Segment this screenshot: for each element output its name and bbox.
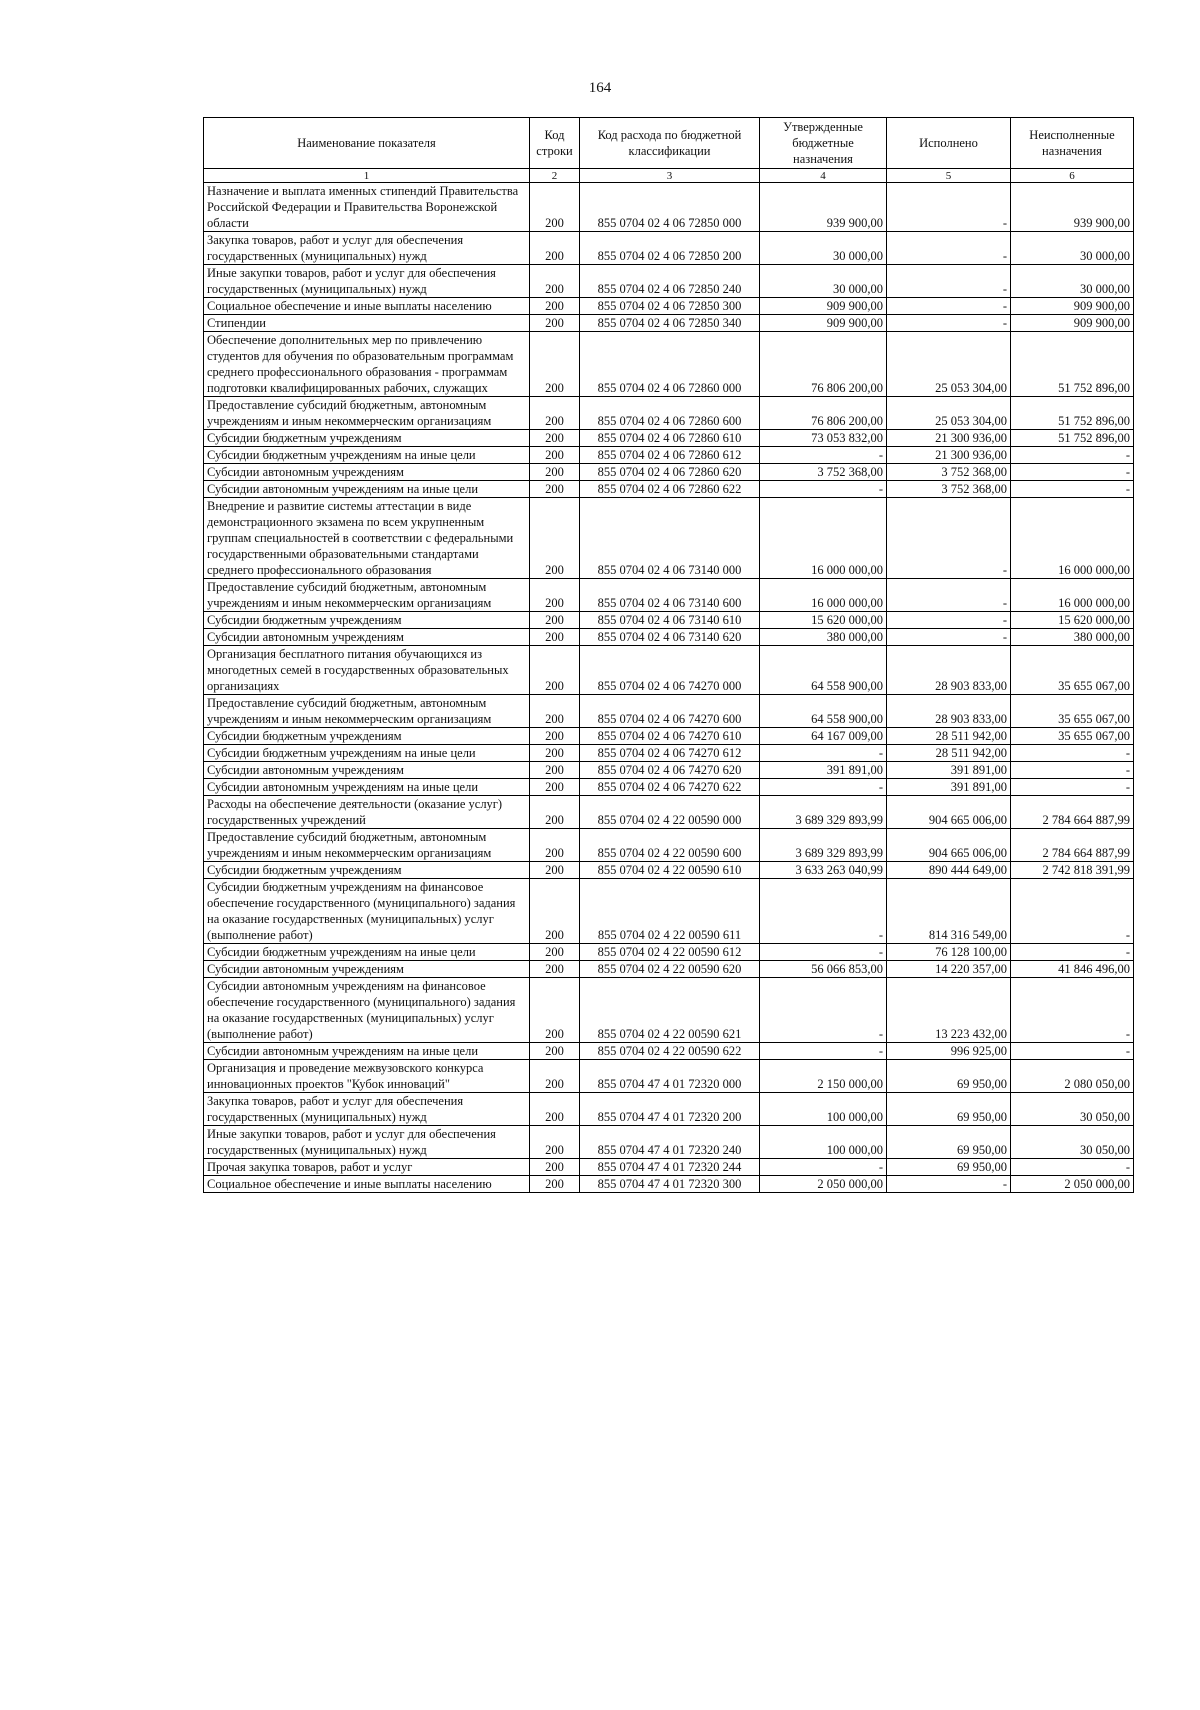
line-code-cell: 200: [530, 944, 580, 961]
unexecuted-cell: 15 620 000,00: [1011, 612, 1134, 629]
indicator-name-cell: Субсидии бюджетным учреждениям на иные цели: [204, 944, 530, 961]
budget-code-cell: 855 0704 47 4 01 72320 000: [580, 1060, 760, 1093]
unexecuted-cell: 35 655 067,00: [1011, 695, 1134, 728]
approved-cell: 2 050 000,00: [760, 1176, 887, 1193]
approved-cell: 909 900,00: [760, 298, 887, 315]
unexecuted-cell: -: [1011, 481, 1134, 498]
table-row: [204, 579, 1134, 612]
approved-cell: 16 000 000,00: [760, 498, 887, 579]
indicator-name-cell: Закупка товаров, работ и услуг для обеспечения государственных (муниципальных) нужд: [204, 1093, 530, 1126]
unexecuted-cell: 939 900,00: [1011, 183, 1134, 232]
line-code-cell: 200: [530, 1176, 580, 1193]
unexecuted-cell: 2 784 664 887,99: [1011, 796, 1134, 829]
table-row: [204, 1126, 1134, 1159]
table-row: [204, 646, 1134, 695]
executed-cell: 904 665 006,00: [887, 796, 1011, 829]
unexecuted-cell: 380 000,00: [1011, 629, 1134, 646]
line-code-cell: 200: [530, 232, 580, 265]
budget-code-cell: 855 0704 02 4 06 74270 612: [580, 745, 760, 762]
executed-cell: -: [887, 579, 1011, 612]
indicator-name-cell: Предоставление субсидий бюджетным, автономным учреждениям и иным некоммерческим организациям: [204, 579, 530, 612]
table-row: [204, 728, 1134, 745]
indicator-name-cell: Иные закупки товаров, работ и услуг для обеспечения государственных (муниципальных) нужд: [204, 1126, 530, 1159]
budget-code-cell: 855 0704 02 4 06 72860 612: [580, 447, 760, 464]
unexecuted-cell: 909 900,00: [1011, 315, 1134, 332]
table-row: [204, 629, 1134, 646]
column-numbers-row: [204, 169, 1134, 183]
line-code-cell: 200: [530, 728, 580, 745]
unexecuted-cell: -: [1011, 944, 1134, 961]
executed-cell: 814 316 549,00: [887, 879, 1011, 944]
executed-cell: -: [887, 612, 1011, 629]
approved-cell: 380 000,00: [760, 629, 887, 646]
budget-code-cell: 855 0704 02 4 06 73140 620: [580, 629, 760, 646]
executed-cell: 28 511 942,00: [887, 745, 1011, 762]
approved-cell: 76 806 200,00: [760, 332, 887, 397]
indicator-name-cell: Стипендии: [204, 315, 530, 332]
column-number: 3: [580, 169, 760, 183]
budget-code-cell: 855 0704 02 4 06 73140 000: [580, 498, 760, 579]
table-row: [204, 1060, 1134, 1093]
indicator-name-cell: Субсидии автономным учреждениям на финансовое обеспечение государственного (муниципального) задания на оказание государственных (муниципальных) услуг (выполнение работ): [204, 978, 530, 1043]
line-code-cell: 200: [530, 430, 580, 447]
approved-cell: 73 053 832,00: [760, 430, 887, 447]
budget-code-cell: 855 0704 02 4 22 00590 611: [580, 879, 760, 944]
approved-cell: -: [760, 944, 887, 961]
budget-code-cell: 855 0704 02 4 06 72860 000: [580, 332, 760, 397]
line-code-cell: 200: [530, 447, 580, 464]
unexecuted-cell: 30 050,00: [1011, 1093, 1134, 1126]
table-row: [204, 430, 1134, 447]
table-row: [204, 447, 1134, 464]
indicator-name-cell: Субсидии автономным учреждениям на иные цели: [204, 1043, 530, 1060]
line-code-cell: 200: [530, 1093, 580, 1126]
line-code-cell: 200: [530, 978, 580, 1043]
indicator-name-cell: Обеспечение дополнительных мер по привлечению студентов для обучения по образовательным программам среднего профессионального образования - программам подготовки квалифицированных рабочих, служащих: [204, 332, 530, 397]
executed-cell: 76 128 100,00: [887, 944, 1011, 961]
line-code-cell: 200: [530, 183, 580, 232]
table-row: [204, 332, 1134, 397]
table-row: [204, 745, 1134, 762]
line-code-cell: 200: [530, 481, 580, 498]
unexecuted-cell: -: [1011, 879, 1134, 944]
budget-code-cell: 855 0704 02 4 06 74270 622: [580, 779, 760, 796]
budget-code-cell: 855 0704 02 4 06 72850 000: [580, 183, 760, 232]
executed-cell: 21 300 936,00: [887, 447, 1011, 464]
executed-cell: 3 752 368,00: [887, 464, 1011, 481]
header-indicator-name: Наименование показателя: [204, 118, 530, 169]
line-code-cell: 200: [530, 745, 580, 762]
column-number: 1: [204, 169, 530, 183]
indicator-name-cell: Субсидии бюджетным учреждениям: [204, 430, 530, 447]
unexecuted-cell: -: [1011, 978, 1134, 1043]
approved-cell: 939 900,00: [760, 183, 887, 232]
budget-code-cell: 855 0704 02 4 06 72850 340: [580, 315, 760, 332]
line-code-cell: 200: [530, 298, 580, 315]
table-row: [204, 481, 1134, 498]
executed-cell: 391 891,00: [887, 779, 1011, 796]
line-code-cell: 200: [530, 646, 580, 695]
indicator-name-cell: Предоставление субсидий бюджетным, автономным учреждениям и иным некоммерческим организациям: [204, 695, 530, 728]
executed-cell: -: [887, 232, 1011, 265]
line-code-cell: 200: [530, 1043, 580, 1060]
approved-cell: 3 752 368,00: [760, 464, 887, 481]
unexecuted-cell: 2 050 000,00: [1011, 1176, 1134, 1193]
unexecuted-cell: 35 655 067,00: [1011, 728, 1134, 745]
executed-cell: 890 444 649,00: [887, 862, 1011, 879]
budget-code-cell: 855 0704 02 4 06 73140 610: [580, 612, 760, 629]
unexecuted-cell: 2 784 664 887,99: [1011, 829, 1134, 862]
approved-cell: -: [760, 779, 887, 796]
executed-cell: 28 903 833,00: [887, 646, 1011, 695]
executed-cell: 28 903 833,00: [887, 695, 1011, 728]
executed-cell: 391 891,00: [887, 762, 1011, 779]
budget-code-cell: 855 0704 02 4 06 74270 610: [580, 728, 760, 745]
budget-execution-table: [203, 117, 1134, 1193]
budget-code-cell: 855 0704 47 4 01 72320 200: [580, 1093, 760, 1126]
executed-cell: 69 950,00: [887, 1093, 1011, 1126]
unexecuted-cell: -: [1011, 1043, 1134, 1060]
approved-cell: -: [760, 481, 887, 498]
indicator-name-cell: Социальное обеспечение и иные выплаты населению: [204, 1176, 530, 1193]
budget-code-cell: 855 0704 02 4 22 00590 622: [580, 1043, 760, 1060]
table-row: [204, 961, 1134, 978]
budget-code-cell: 855 0704 02 4 06 72850 300: [580, 298, 760, 315]
unexecuted-cell: -: [1011, 1159, 1134, 1176]
indicator-name-cell: Социальное обеспечение и иные выплаты населению: [204, 298, 530, 315]
executed-cell: 14 220 357,00: [887, 961, 1011, 978]
approved-cell: 64 558 900,00: [760, 646, 887, 695]
executed-cell: 21 300 936,00: [887, 430, 1011, 447]
approved-cell: 15 620 000,00: [760, 612, 887, 629]
unexecuted-cell: -: [1011, 762, 1134, 779]
table-row: [204, 796, 1134, 829]
line-code-cell: 200: [530, 629, 580, 646]
unexecuted-cell: 909 900,00: [1011, 298, 1134, 315]
approved-cell: 2 150 000,00: [760, 1060, 887, 1093]
table-row: [204, 464, 1134, 481]
indicator-name-cell: Назначение и выплата именных стипендий Правительства Российской Федерации и Правительства Воронежской области: [204, 183, 530, 232]
budget-code-cell: 855 0704 47 4 01 72320 300: [580, 1176, 760, 1193]
approved-cell: -: [760, 745, 887, 762]
column-number: 5: [887, 169, 1011, 183]
table-row: [204, 1093, 1134, 1126]
unexecuted-cell: 30 050,00: [1011, 1126, 1134, 1159]
indicator-name-cell: Субсидии бюджетным учреждениям на иные цели: [204, 745, 530, 762]
indicator-name-cell: Субсидии автономным учреждениям: [204, 961, 530, 978]
line-code-cell: 200: [530, 612, 580, 629]
approved-cell: 64 167 009,00: [760, 728, 887, 745]
indicator-name-cell: Субсидии автономным учреждениям на иные цели: [204, 481, 530, 498]
budget-code-cell: 855 0704 02 4 22 00590 600: [580, 829, 760, 862]
indicator-name-cell: Субсидии бюджетным учреждениям: [204, 612, 530, 629]
approved-cell: 30 000,00: [760, 265, 887, 298]
approved-cell: 100 000,00: [760, 1093, 887, 1126]
line-code-cell: 200: [530, 796, 580, 829]
unexecuted-cell: 35 655 067,00: [1011, 646, 1134, 695]
page-number: 164: [588, 80, 612, 96]
line-code-cell: 200: [530, 498, 580, 579]
line-code-cell: 200: [530, 265, 580, 298]
budget-code-cell: 855 0704 02 4 06 72860 600: [580, 397, 760, 430]
approved-cell: -: [760, 879, 887, 944]
approved-cell: 391 891,00: [760, 762, 887, 779]
executed-cell: 28 511 942,00: [887, 728, 1011, 745]
indicator-name-cell: Субсидии бюджетным учреждениям на финансовое обеспечение государственного (муниципального) задания на оказание государственных (муниципальных) услуг (выполнение работ): [204, 879, 530, 944]
line-code-cell: 200: [530, 397, 580, 430]
indicator-name-cell: Внедрение и развитие системы аттестации в виде демонстрационного экзамена по всем укрупненным группам специальностей в соответствии с федеральными государственными образовательными стандартами среднего профессионального образования: [204, 498, 530, 579]
executed-cell: 25 053 304,00: [887, 397, 1011, 430]
line-code-cell: 200: [530, 579, 580, 612]
indicator-name-cell: Субсидии бюджетным учреждениям: [204, 728, 530, 745]
line-code-cell: 200: [530, 332, 580, 397]
column-number: 6: [1011, 169, 1134, 183]
unexecuted-cell: -: [1011, 745, 1134, 762]
executed-cell: -: [887, 298, 1011, 315]
table-row: [204, 612, 1134, 629]
budget-code-cell: 855 0704 02 4 06 72860 610: [580, 430, 760, 447]
budget-code-cell: 855 0704 02 4 06 74270 000: [580, 646, 760, 695]
approved-cell: -: [760, 978, 887, 1043]
budget-code-cell: 855 0704 47 4 01 72320 244: [580, 1159, 760, 1176]
approved-cell: -: [760, 447, 887, 464]
unexecuted-cell: 51 752 896,00: [1011, 397, 1134, 430]
budget-code-cell: 855 0704 02 4 22 00590 620: [580, 961, 760, 978]
table-row: [204, 779, 1134, 796]
executed-cell: -: [887, 1176, 1011, 1193]
indicator-name-cell: Иные закупки товаров, работ и услуг для обеспечения государственных (муниципальных) нужд: [204, 265, 530, 298]
column-number: 4: [760, 169, 887, 183]
executed-cell: 996 925,00: [887, 1043, 1011, 1060]
approved-cell: 3 689 329 893,99: [760, 796, 887, 829]
budget-code-cell: 855 0704 02 4 06 72860 622: [580, 481, 760, 498]
approved-cell: 76 806 200,00: [760, 397, 887, 430]
header-approved: Утвержденные бюджетные назначения: [760, 118, 887, 169]
line-code-cell: 200: [530, 695, 580, 728]
header-line-code: Код строки: [530, 118, 580, 169]
unexecuted-cell: 2 080 050,00: [1011, 1060, 1134, 1093]
approved-cell: 909 900,00: [760, 315, 887, 332]
budget-code-cell: 855 0704 02 4 22 00590 612: [580, 944, 760, 961]
budget-code-cell: 855 0704 02 4 06 72850 200: [580, 232, 760, 265]
table-row: [204, 879, 1134, 944]
unexecuted-cell: 16 000 000,00: [1011, 498, 1134, 579]
header-executed: Исполнено: [887, 118, 1011, 169]
budget-code-cell: 855 0704 47 4 01 72320 240: [580, 1126, 760, 1159]
executed-cell: 69 950,00: [887, 1126, 1011, 1159]
table-row: [204, 762, 1134, 779]
table-row: [204, 183, 1134, 232]
indicator-name-cell: Закупка товаров, работ и услуг для обеспечения государственных (муниципальных) нужд: [204, 232, 530, 265]
indicator-name-cell: Предоставление субсидий бюджетным, автономным учреждениям и иным некоммерческим организациям: [204, 829, 530, 862]
indicator-name-cell: Прочая закупка товаров, работ и услуг: [204, 1159, 530, 1176]
table-row: [204, 829, 1134, 862]
table-row: [204, 232, 1134, 265]
line-code-cell: 200: [530, 464, 580, 481]
table-row: [204, 265, 1134, 298]
table-row: [204, 1159, 1134, 1176]
executed-cell: -: [887, 183, 1011, 232]
executed-cell: -: [887, 265, 1011, 298]
line-code-cell: 200: [530, 1126, 580, 1159]
line-code-cell: 200: [530, 779, 580, 796]
indicator-name-cell: Субсидии автономным учреждениям: [204, 464, 530, 481]
executed-cell: -: [887, 315, 1011, 332]
unexecuted-cell: 30 000,00: [1011, 232, 1134, 265]
unexecuted-cell: 51 752 896,00: [1011, 332, 1134, 397]
line-code-cell: 200: [530, 879, 580, 944]
approved-cell: 16 000 000,00: [760, 579, 887, 612]
table-row: [204, 862, 1134, 879]
executed-cell: 904 665 006,00: [887, 829, 1011, 862]
approved-cell: 64 558 900,00: [760, 695, 887, 728]
unexecuted-cell: -: [1011, 464, 1134, 481]
table-row: [204, 1176, 1134, 1193]
column-number: 2: [530, 169, 580, 183]
approved-cell: -: [760, 1159, 887, 1176]
indicator-name-cell: Субсидии автономным учреждениям: [204, 629, 530, 646]
indicator-name-cell: Предоставление субсидий бюджетным, автономным учреждениям и иным некоммерческим организациям: [204, 397, 530, 430]
budget-code-cell: 855 0704 02 4 06 72850 240: [580, 265, 760, 298]
line-code-cell: 200: [530, 961, 580, 978]
indicator-name-cell: Субсидии автономным учреждениям: [204, 762, 530, 779]
table-row: [204, 1043, 1134, 1060]
table-body: [204, 183, 1134, 1193]
indicator-name-cell: Расходы на обеспечение деятельности (оказание услуг) государственных учреждений: [204, 796, 530, 829]
unexecuted-cell: 30 000,00: [1011, 265, 1134, 298]
table-row: [204, 695, 1134, 728]
budget-code-cell: 855 0704 02 4 22 00590 000: [580, 796, 760, 829]
executed-cell: 69 950,00: [887, 1159, 1011, 1176]
indicator-name-cell: Организация и проведение межвузовского конкурса инновационных проектов "Кубок инноваций": [204, 1060, 530, 1093]
approved-cell: 3 633 263 040,99: [760, 862, 887, 879]
line-code-cell: 200: [530, 862, 580, 879]
table-row: [204, 298, 1134, 315]
unexecuted-cell: 41 846 496,00: [1011, 961, 1134, 978]
indicator-name-cell: Субсидии автономным учреждениям на иные цели: [204, 779, 530, 796]
unexecuted-cell: 16 000 000,00: [1011, 579, 1134, 612]
approved-cell: 30 000,00: [760, 232, 887, 265]
line-code-cell: 200: [530, 315, 580, 332]
header-unexecuted: Неисполненные назначения: [1011, 118, 1134, 169]
table-row: [204, 978, 1134, 1043]
executed-cell: 25 053 304,00: [887, 332, 1011, 397]
budget-code-cell: 855 0704 02 4 22 00590 610: [580, 862, 760, 879]
unexecuted-cell: 51 752 896,00: [1011, 430, 1134, 447]
table-row: [204, 315, 1134, 332]
table-row: [204, 498, 1134, 579]
header-row: [204, 118, 1134, 169]
unexecuted-cell: -: [1011, 779, 1134, 796]
approved-cell: -: [760, 1043, 887, 1060]
unexecuted-cell: 2 742 818 391,99: [1011, 862, 1134, 879]
approved-cell: 3 689 329 893,99: [760, 829, 887, 862]
approved-cell: 100 000,00: [760, 1126, 887, 1159]
budget-code-cell: 855 0704 02 4 06 74270 600: [580, 695, 760, 728]
executed-cell: 69 950,00: [887, 1060, 1011, 1093]
budget-code-cell: 855 0704 02 4 06 74270 620: [580, 762, 760, 779]
table-row: [204, 397, 1134, 430]
executed-cell: -: [887, 498, 1011, 579]
budget-code-cell: 855 0704 02 4 22 00590 621: [580, 978, 760, 1043]
unexecuted-cell: -: [1011, 447, 1134, 464]
header-budget-code: Код расхода по бюджетной классификации: [580, 118, 760, 169]
line-code-cell: 200: [530, 1060, 580, 1093]
budget-code-cell: 855 0704 02 4 06 73140 600: [580, 579, 760, 612]
line-code-cell: 200: [530, 829, 580, 862]
line-code-cell: 200: [530, 1159, 580, 1176]
indicator-name-cell: Организация бесплатного питания обучающихся из многодетных семей в государственных образовательных организациях: [204, 646, 530, 695]
approved-cell: 56 066 853,00: [760, 961, 887, 978]
executed-cell: 13 223 432,00: [887, 978, 1011, 1043]
budget-code-cell: 855 0704 02 4 06 72860 620: [580, 464, 760, 481]
indicator-name-cell: Субсидии бюджетным учреждениям на иные цели: [204, 447, 530, 464]
indicator-name-cell: Субсидии бюджетным учреждениям: [204, 862, 530, 879]
executed-cell: -: [887, 629, 1011, 646]
executed-cell: 3 752 368,00: [887, 481, 1011, 498]
table-row: [204, 944, 1134, 961]
line-code-cell: 200: [530, 762, 580, 779]
